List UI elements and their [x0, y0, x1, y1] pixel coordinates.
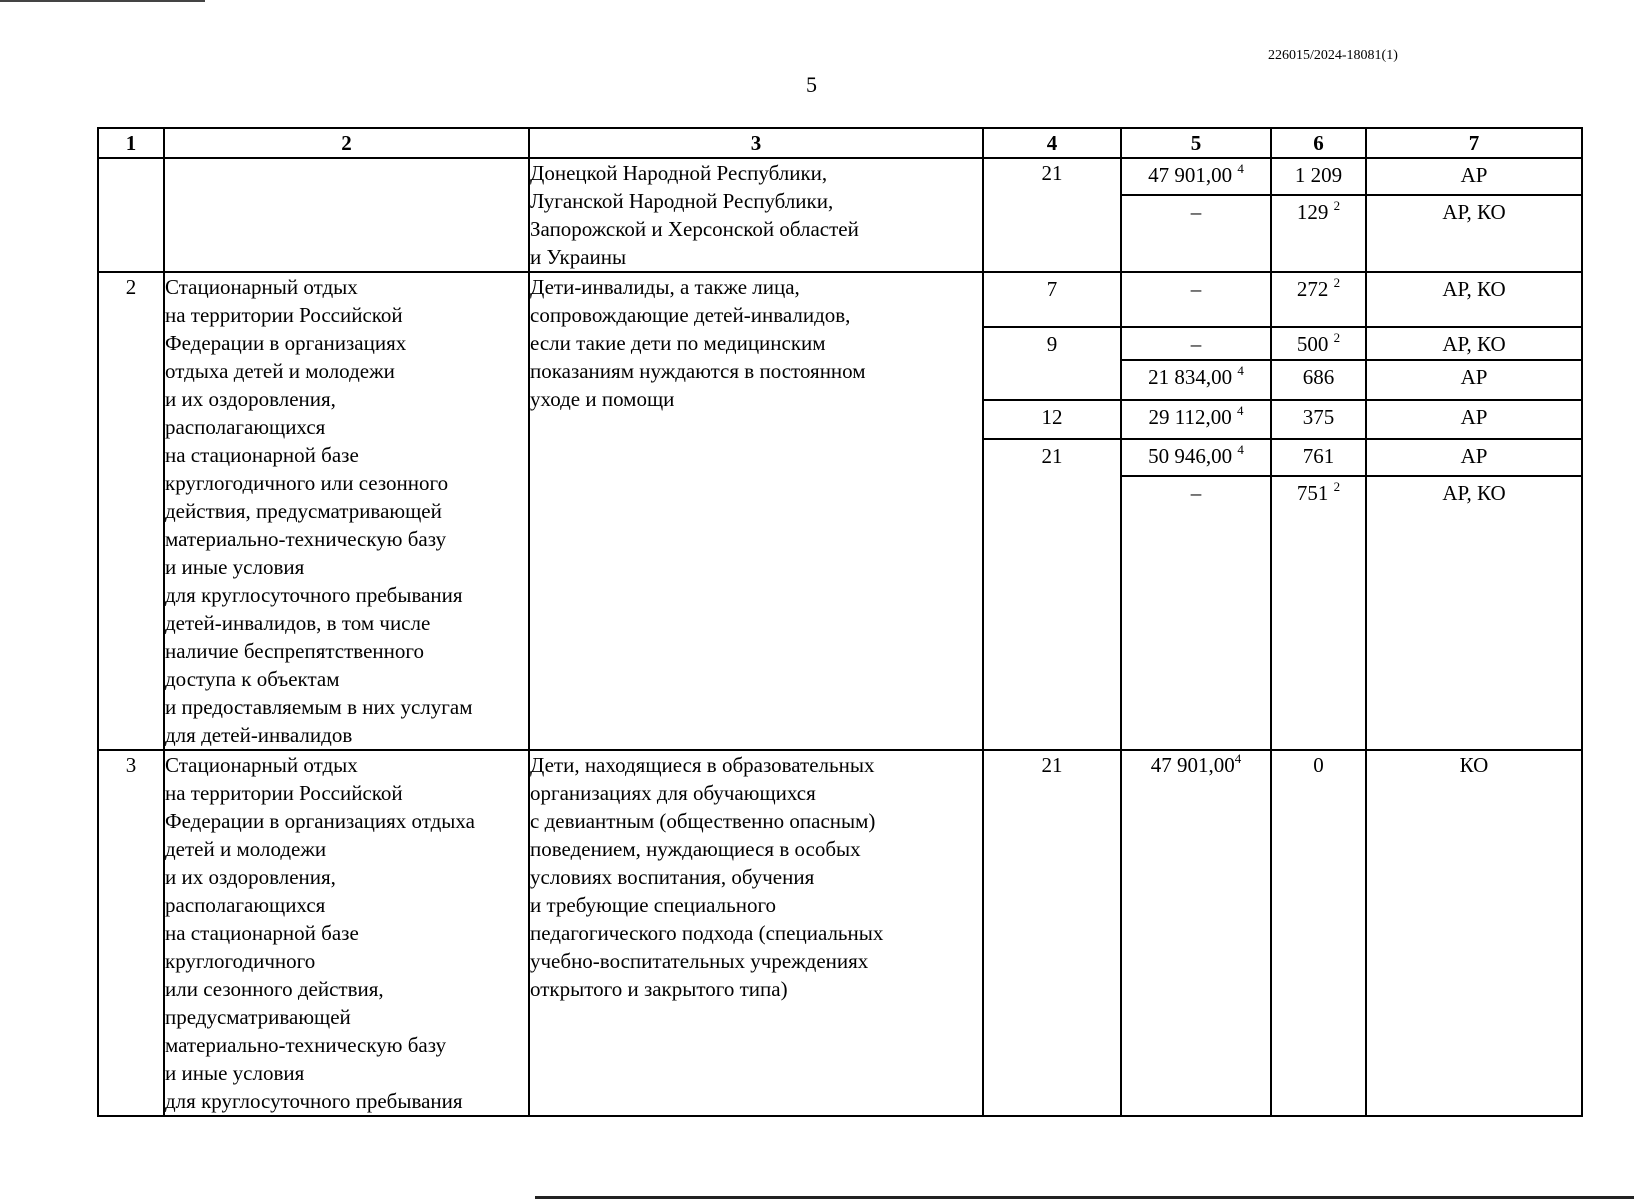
quantity-value: 761	[1302, 444, 1335, 468]
quantity-value: 129	[1296, 200, 1329, 224]
funding-source-value: АР, КО	[1442, 200, 1506, 224]
cost-value: –	[1190, 481, 1202, 505]
funding-source-value: АР	[1367, 401, 1581, 440]
document-number: 226015/2024-18081(1)	[1268, 48, 1398, 63]
page-number: 5	[806, 72, 817, 97]
service-type-cell: Стационарный отдых на территории Российской Федерации в организациях отдыха детей и молодежи и их оздоровления, располагающихся на стационарной базе круглогодичного или сезонного действия, предусматривающей материально-техническую базу и иные условия для круглосуточного пребывания	[164, 750, 529, 1116]
footnote-mark: 4	[1237, 442, 1244, 457]
recipient-category-cell: Донецкой Народной Республики, Луганской Народной Республики, Запорожской и Херсонской областей и Украины	[529, 158, 983, 272]
quantity-value: 1 209	[1294, 163, 1343, 187]
scan-border-top	[0, 0, 205, 2]
duration-value: 12	[984, 401, 1120, 440]
funding-source-value: АР, КО	[1367, 273, 1581, 328]
cost-value: 21 834,00	[1148, 365, 1233, 389]
quantity-value: 500	[1296, 332, 1329, 356]
funding-source-value: АР, КО	[1367, 328, 1581, 361]
footnote-mark: 2	[1333, 198, 1341, 213]
table-row-2	[98, 272, 1582, 750]
column-header: 1	[98, 128, 164, 158]
column-header: 5	[1121, 128, 1271, 158]
funding-source-cell: КО	[1366, 750, 1582, 1116]
column-header: 4	[983, 128, 1121, 158]
table-row-3	[98, 750, 1582, 1116]
footnote-mark: 2	[1333, 275, 1341, 290]
footnote-mark: 4	[1237, 161, 1244, 176]
cost-value: 50 946,00	[1148, 444, 1233, 468]
cost-cell	[1121, 272, 1271, 750]
column-header: 2	[164, 128, 529, 158]
scan-border-bottom	[535, 1196, 1634, 1199]
footnote-mark: 2	[1333, 479, 1341, 494]
quantity-cell	[1271, 158, 1366, 272]
funding-source-value: АР	[1367, 159, 1581, 196]
recipient-category-cell: Дети-инвалиды, а также лица, сопровождающие детей-инвалидов, если такие дети по медицинским показаниям нуждаются в постоянном уходе и помощи	[529, 272, 983, 750]
column-header: 7	[1366, 128, 1582, 158]
cost-value: –	[1190, 277, 1202, 301]
column-header: 6	[1271, 128, 1366, 158]
service-type-cell	[164, 158, 529, 272]
cost-value: 47 901,00	[1148, 163, 1233, 187]
cost-cell	[1121, 750, 1271, 1116]
row-number-cell: 2	[98, 272, 164, 750]
service-type-cell: Стационарный отдых на территории Российской Федерации в организациях отдыха детей и молодежи и их оздоровления, располагающихся на стационарной базе круглогодичного или сезонного действия, предусматривающей материально-техническую базу и иные условия для круглосуточного пребывания детей-инвалидов, в том числе наличие беспрепятственного доступа к объектам и предоставляемым в них услугам для детей-инвалидов	[164, 272, 529, 750]
recipient-category-cell: Дети, находящиеся в образовательных организациях для обучающихся с девиантным (общественно опасным) поведением, нуждающиеся в особых условиях воспитания, обучения и требующие специального педагогического подхода (специальных учебно-воспитательных учреждениях открытого и закрытого типа)	[529, 750, 983, 1116]
funding-source-value: АР	[1367, 440, 1581, 477]
footnote-mark: 4	[1237, 363, 1244, 378]
table-row-continued	[98, 158, 1582, 272]
allocation-table	[97, 127, 1583, 1117]
funding-source-cell	[1366, 272, 1582, 750]
quantity-value: 751	[1296, 481, 1329, 505]
duration-days-cell: 21	[983, 750, 1121, 1116]
quantity-value: 375	[1302, 405, 1335, 429]
column-number-header	[98, 128, 1582, 158]
footnote-mark: 2	[1333, 330, 1341, 345]
quantity-value: 272	[1296, 277, 1329, 301]
duration-days-cell	[983, 272, 1121, 750]
funding-source-value: АР	[1367, 361, 1581, 401]
quantity-cell: 0	[1271, 750, 1366, 1116]
cost-value: 47 901,00	[1150, 753, 1235, 777]
duration-value: 21	[1041, 444, 1063, 468]
column-header: 3	[529, 128, 983, 158]
funding-source-cell	[1366, 158, 1582, 272]
cost-cell	[1121, 158, 1271, 272]
duration-days-cell: 21	[983, 158, 1121, 272]
quantity-cell	[1271, 272, 1366, 750]
cost-value: –	[1190, 332, 1202, 356]
duration-value: 9	[984, 328, 1120, 401]
footnote-mark: 4	[1236, 403, 1244, 418]
footnote-mark: 4	[1234, 751, 1242, 766]
funding-source-value: АР, КО	[1442, 481, 1506, 505]
quantity-value: 686	[1302, 365, 1335, 389]
row-number-cell: 3	[98, 750, 164, 1116]
row-number-cell	[98, 158, 164, 272]
cost-value: –	[1190, 200, 1202, 224]
cost-value: 29 112,00	[1148, 405, 1232, 429]
duration-value: 7	[984, 273, 1120, 328]
